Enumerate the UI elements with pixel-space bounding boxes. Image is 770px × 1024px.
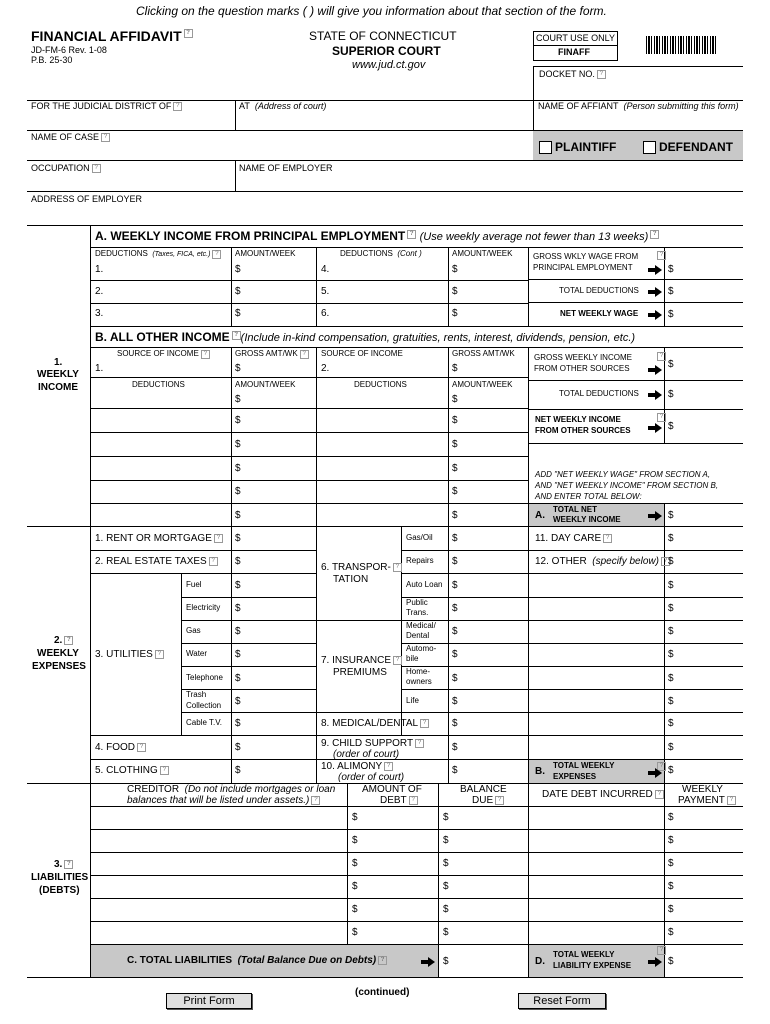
help-icon[interactable]: ? [597,70,606,79]
dollar-sign: $ [352,812,358,823]
dollar-sign: $ [668,286,674,297]
balance-header: BALANCE [460,784,507,795]
help-icon[interactable]: ? [393,563,402,572]
creditor-hint: balances that will be listed under assets.) ? [127,796,320,806]
gross-amt-header-2: GROSS AMT/WK [452,349,515,358]
dollar-sign: $ [235,363,241,374]
other-label: 12. OTHER (specify below) ? [535,557,670,567]
arrow-right-icon [421,957,435,966]
dollar-sign: $ [668,927,674,938]
weekly-payment-header-2: PAYMENT ? [678,796,736,806]
rent-label: 1. RENT OR MORTGAGE ? [95,534,223,544]
utility-telephone: Telephone [186,673,223,682]
dollar-sign: $ [452,649,458,660]
utility-fuel: Fuel [186,580,202,589]
dollar-sign: $ [668,580,674,591]
dollar-sign: $ [235,394,241,405]
arrow-right-icon [648,310,662,319]
form-title: FINANCIAL AFFIDAVIT ? [31,29,193,43]
dollar-sign: $ [668,389,674,400]
dollar-sign: $ [352,858,358,869]
dollar-sign: $ [452,286,458,297]
net-other-label: NET WEEKLY INCOME [535,415,621,424]
section3-number: 3. ? [54,860,73,870]
docket-label: DOCKET NO. ? [539,70,606,79]
deductions-header-b: DEDUCTIONS [132,380,185,389]
arrow-right-icon [648,265,662,274]
help-icon[interactable]: ? [155,650,164,659]
arrow-right-icon [648,365,662,374]
insurance-home: Home- [406,667,431,676]
net-weekly-wage-label: NET WEEKLY WAGE [560,309,639,318]
dollar-sign: $ [352,881,358,892]
help-icon[interactable]: ? [160,766,169,775]
help-icon[interactable]: ? [384,762,393,771]
website: www.jud.ct.gov [352,59,426,71]
total-d-label-2: LIABILITY EXPENSE [553,961,632,970]
amount-week-header-b2: AMOUNT/WEEK [452,380,513,389]
medical-label: 8. MEDICAL/DENTAL ? [321,719,429,729]
gross-wage-label-2: PRINCIPAL EMPLOYMENT [533,263,633,272]
source-income-header: SOURCE OF INCOME ? [117,350,210,359]
utility-cable: Cable T.V. [186,718,223,727]
food-label: 4. FOOD ? [95,743,146,753]
transport-trans: Trans. [406,608,429,617]
dollar-sign: $ [443,835,449,846]
gross-other-label: GROSS WEEKLY INCOME [534,353,632,362]
dollar-sign: $ [352,927,358,938]
help-icon[interactable]: ? [212,250,221,259]
dollar-sign: $ [452,580,458,591]
amount-week-header-2: AMOUNT/WEEK [452,249,513,258]
dollar-sign: $ [452,264,458,275]
instruction-text: Clicking on the question marks ( ) will give you information about that section of the form. [136,4,607,18]
weekly-payment-header: WEEKLY [682,784,723,795]
dollar-sign: $ [235,626,241,637]
source-1: 1. [95,363,104,374]
section-b-title: B. ALL OTHER INCOME ? (Include in-kind compensation, gratuities, rents, interest, dividends, pension, etc.) [95,330,636,344]
total-b-label-2: EXPENSES [553,772,597,781]
section2-label: WEEKLY [37,648,79,659]
help-icon[interactable]: ? [415,739,424,748]
gross-amt-header: GROSS AMT/WK ? [235,350,309,359]
insurance-automo: Automo- [406,644,437,653]
court-use-label: COURT USE ONLY [536,33,616,43]
real-estate-label: 2. REAL ESTATE TAXES ? [95,557,218,567]
gross-other-label-2: FROM OTHER SOURCES [534,364,630,373]
source-income-header-2: SOURCE OF INCOME [321,349,403,358]
help-icon[interactable]: ? [495,796,504,805]
pb-reference: P.B. 25-30 [31,55,73,65]
court-name: SUPERIOR COURT [332,44,441,58]
dollar-sign: $ [235,580,241,591]
dollar-sign: $ [668,309,674,320]
dollar-sign: $ [668,673,674,684]
section1-number: 1. [54,357,63,368]
continued-label: (continued) [355,987,410,998]
help-icon[interactable]: ? [101,133,110,142]
arrow-right-icon [648,768,662,777]
dollar-sign: $ [443,858,449,869]
help-icon[interactable]: ? [657,946,666,955]
add-note-2: AND "NET WEEKLY INCOME" FROM SECTION B, [535,481,719,490]
clothing-label: 5. CLOTHING ? [95,766,169,776]
employer-label: NAME OF EMPLOYER [239,163,333,173]
dollar-sign: $ [235,264,241,275]
barcode [646,36,716,54]
transport-label-2: TATION [333,574,369,585]
amount-debt-header: AMOUNT OF [362,784,422,795]
dollar-sign: $ [235,463,241,474]
utilities-label: 3. UTILITIES ? [95,650,164,660]
dollar-sign: $ [235,439,241,450]
source-2: 2. [321,363,330,374]
add-note-3: AND ENTER TOTAL BELOW: [535,492,642,501]
help-icon[interactable]: ? [64,636,73,645]
section3-label: LIABILITIES [31,872,89,883]
help-icon[interactable]: ? [727,796,736,805]
dollar-sign: $ [668,696,674,707]
dollar-sign: $ [668,626,674,637]
dollar-sign: $ [443,956,449,967]
utility-electricity: Electricity [186,603,221,612]
total-a-label-2: WEEKLY INCOME [553,515,621,524]
case-name-label: NAME OF CASE ? [31,133,110,142]
deduction-1: 1. [95,264,104,275]
court-address-label: AT (Address of court) [239,101,327,111]
help-icon[interactable]: ? [393,656,402,665]
arrow-right-icon [648,957,662,966]
dollar-sign: $ [235,556,241,567]
help-icon[interactable]: ? [137,743,146,752]
defendant-label: DEFENDANT [659,140,733,154]
section1-label: WEEKLY [37,369,79,380]
net-other-label-2: FROM OTHER SOURCES [535,426,631,435]
utility-water: Water [186,649,208,658]
arrow-right-icon [648,390,662,399]
dollar-sign: $ [452,486,458,497]
print-form-button[interactable]: Print Form [166,993,252,1009]
dollar-sign: $ [235,603,241,614]
state-name: STATE OF CONNECTICUT [309,29,457,43]
total-d-label: TOTAL WEEKLY [553,950,615,959]
amount-week-header: AMOUNT/WEEK [235,249,296,258]
section3-label-2: (DEBTS) [39,885,80,896]
day-care-label: 11. DAY CARE ? [535,534,612,544]
dollar-sign: $ [443,904,449,915]
total-deductions-label: TOTAL DEDUCTIONS [559,286,639,295]
dollar-sign: $ [452,308,458,319]
help-icon[interactable]: ? [657,762,666,771]
help-icon[interactable]: ? [407,230,416,239]
help-icon[interactable]: ? [300,350,309,359]
dollar-sign: $ [668,956,674,967]
dollar-sign: $ [235,533,241,544]
total-d-letter: D. [535,956,545,967]
dollar-sign: $ [668,742,674,753]
insurance-life: Life [406,696,419,705]
utility-gas: Gas [186,626,201,635]
dollar-sign: $ [443,812,449,823]
dollar-sign: $ [235,673,241,684]
dollar-sign: $ [235,718,241,729]
help-icon[interactable]: ? [378,956,387,965]
deduction-4: 4. [321,264,330,275]
plaintiff-label: PLAINTIFF [555,140,617,154]
total-b-letter: B. [535,766,545,777]
help-icon[interactable]: ? [184,29,193,38]
dollar-sign: $ [452,626,458,637]
dollar-sign: $ [668,510,674,521]
help-icon[interactable]: ? [420,719,429,728]
transport-public: Public [406,598,428,607]
deductions-cont-header: DEDUCTIONS (Cont ) [340,249,422,258]
dollar-sign: $ [452,439,458,450]
dollar-sign: $ [668,533,674,544]
insurance-label: 7. INSURANCE ? [321,656,402,666]
amount-week-header-b: AMOUNT/WEEK [235,380,296,389]
child-support-hint: (order of court) [333,749,400,760]
dollar-sign: $ [668,812,674,823]
utility-trash: Trash [186,690,207,699]
deduction-6: 6. [321,308,330,319]
section2-label-2: EXPENSES [32,661,86,672]
section-a-title: A. WEEKLY INCOME FROM PRINCIPAL EMPLOYMENT ? (Use weekly average not fewer than 13 weeks) ? [95,230,659,243]
dollar-sign: $ [452,742,458,753]
dollar-sign: $ [668,858,674,869]
deduction-3: 3. [95,308,104,319]
help-icon[interactable]: ? [650,230,659,239]
alimony-hint: (order of court) [338,772,405,783]
judicial-district-label: FOR THE JUDICIAL DISTRICT OF ? [31,102,182,111]
defendant-checkbox[interactable] [643,141,656,154]
occupation-label: OCCUPATION ? [31,164,101,173]
dollar-sign: $ [235,765,241,776]
transport-repairs: Repairs [406,556,434,565]
plaintiff-checkbox[interactable] [539,141,552,154]
dollar-sign: $ [452,765,458,776]
insurance-owners: owners [406,677,432,686]
help-icon[interactable]: ? [311,796,320,805]
deduction-5: 5. [321,286,330,297]
dollar-sign: $ [668,421,674,432]
help-icon[interactable]: ? [201,350,210,359]
help-icon[interactable]: ? [603,534,612,543]
creditor-header: CREDITOR (Do not include mortgages or loan [127,784,336,795]
dollar-sign: $ [235,286,241,297]
total-deductions-label-b: TOTAL DEDUCTIONS [559,389,639,398]
balance-header-2: DUE ? [472,796,504,806]
transport-label: 6. TRANSPOR- ? [321,563,402,573]
date-debt-header: DATE DEBT INCURRED ? [542,790,664,800]
transport-auto-loan: Auto Loan [406,580,443,589]
dollar-sign: $ [452,463,458,474]
dollar-sign: $ [668,765,674,776]
help-icon[interactable]: ? [232,331,241,340]
dollar-sign: $ [452,603,458,614]
help-icon[interactable]: ? [657,251,666,260]
section2-number: 2. ? [54,636,73,646]
court-code: FINAFF [558,47,590,57]
help-icon[interactable]: ? [92,164,101,173]
dollar-sign: $ [452,363,458,374]
dollar-sign: $ [235,486,241,497]
dollar-sign: $ [443,927,449,938]
help-icon[interactable]: ? [173,102,182,111]
reset-form-button[interactable]: Reset Form [518,993,606,1009]
help-icon[interactable]: ? [209,557,218,566]
dollar-sign: $ [235,696,241,707]
dollar-sign: $ [668,718,674,729]
dollar-sign: $ [235,415,241,426]
insurance-label-2: PREMIUMS [333,667,387,678]
dollar-sign: $ [668,835,674,846]
insurance-medical: Medical/ [406,621,436,630]
dollar-sign: $ [452,510,458,521]
arrow-right-icon [648,287,662,296]
alimony-label: 10. ALIMONY ? [321,762,393,772]
transport-gas-oil: Gas/Oil [406,533,433,542]
help-icon[interactable]: ? [657,352,666,361]
dollar-sign: $ [668,603,674,614]
employer-address-label: ADDRESS OF EMPLOYER [31,194,143,204]
section1-label-2: INCOME [38,382,78,393]
help-icon[interactable]: ? [661,557,670,566]
dollar-sign: $ [352,904,358,915]
dollar-sign: $ [443,881,449,892]
insurance-dental: Dental [406,631,430,640]
child-support-label: 9. CHILD SUPPORT ? [321,739,424,749]
deductions-header-b2: DEDUCTIONS [354,380,407,389]
dollar-sign: $ [235,649,241,660]
dollar-sign: $ [668,649,674,660]
deduction-2: 2. [95,286,104,297]
dollar-sign: $ [235,742,241,753]
total-b-label: TOTAL WEEKLY [553,761,615,770]
add-note-1: ADD "NET WEEKLY WAGE" FROM SECTION A, [535,470,711,479]
form-number: JD-FM-6 Rev. 1-08 [31,45,107,55]
dollar-sign: $ [452,394,458,405]
arrow-right-icon [648,511,662,520]
arrow-right-icon [648,423,662,432]
deductions-header: DEDUCTIONS (Taxes, FICA, etc.) ? [95,250,221,259]
dollar-sign: $ [668,556,674,567]
dollar-sign: $ [452,696,458,707]
dollar-sign: $ [235,308,241,319]
affiant-label: NAME OF AFFIANT (Person submitting this form) [538,101,739,111]
dollar-sign: $ [668,904,674,915]
dollar-sign: $ [668,881,674,892]
total-a-letter: A. [535,510,545,521]
amount-debt-header-2: DEBT ? [380,796,418,806]
dollar-sign: $ [235,510,241,521]
utility-collection: Collection [186,701,222,710]
dollar-sign: $ [452,533,458,544]
help-icon[interactable]: ? [409,796,418,805]
dollar-sign: $ [452,415,458,426]
dollar-sign: $ [452,556,458,567]
dollar-sign: $ [452,673,458,684]
dollar-sign: $ [452,718,458,729]
help-icon[interactable]: ? [655,790,664,799]
help-icon[interactable]: ? [214,534,223,543]
gross-wage-label: GROSS WKLY WAGE FROM [533,252,639,261]
dollar-sign: $ [668,359,674,370]
total-c-label: C. TOTAL LIABILITIES (Total Balance Due on Debts) ? [127,956,387,966]
dollar-sign: $ [352,835,358,846]
insurance-bile: bile [406,654,419,663]
help-icon[interactable]: ? [64,860,73,869]
dollar-sign: $ [668,264,674,275]
total-a-label: TOTAL NET [553,505,597,514]
help-icon[interactable]: ? [657,413,666,422]
